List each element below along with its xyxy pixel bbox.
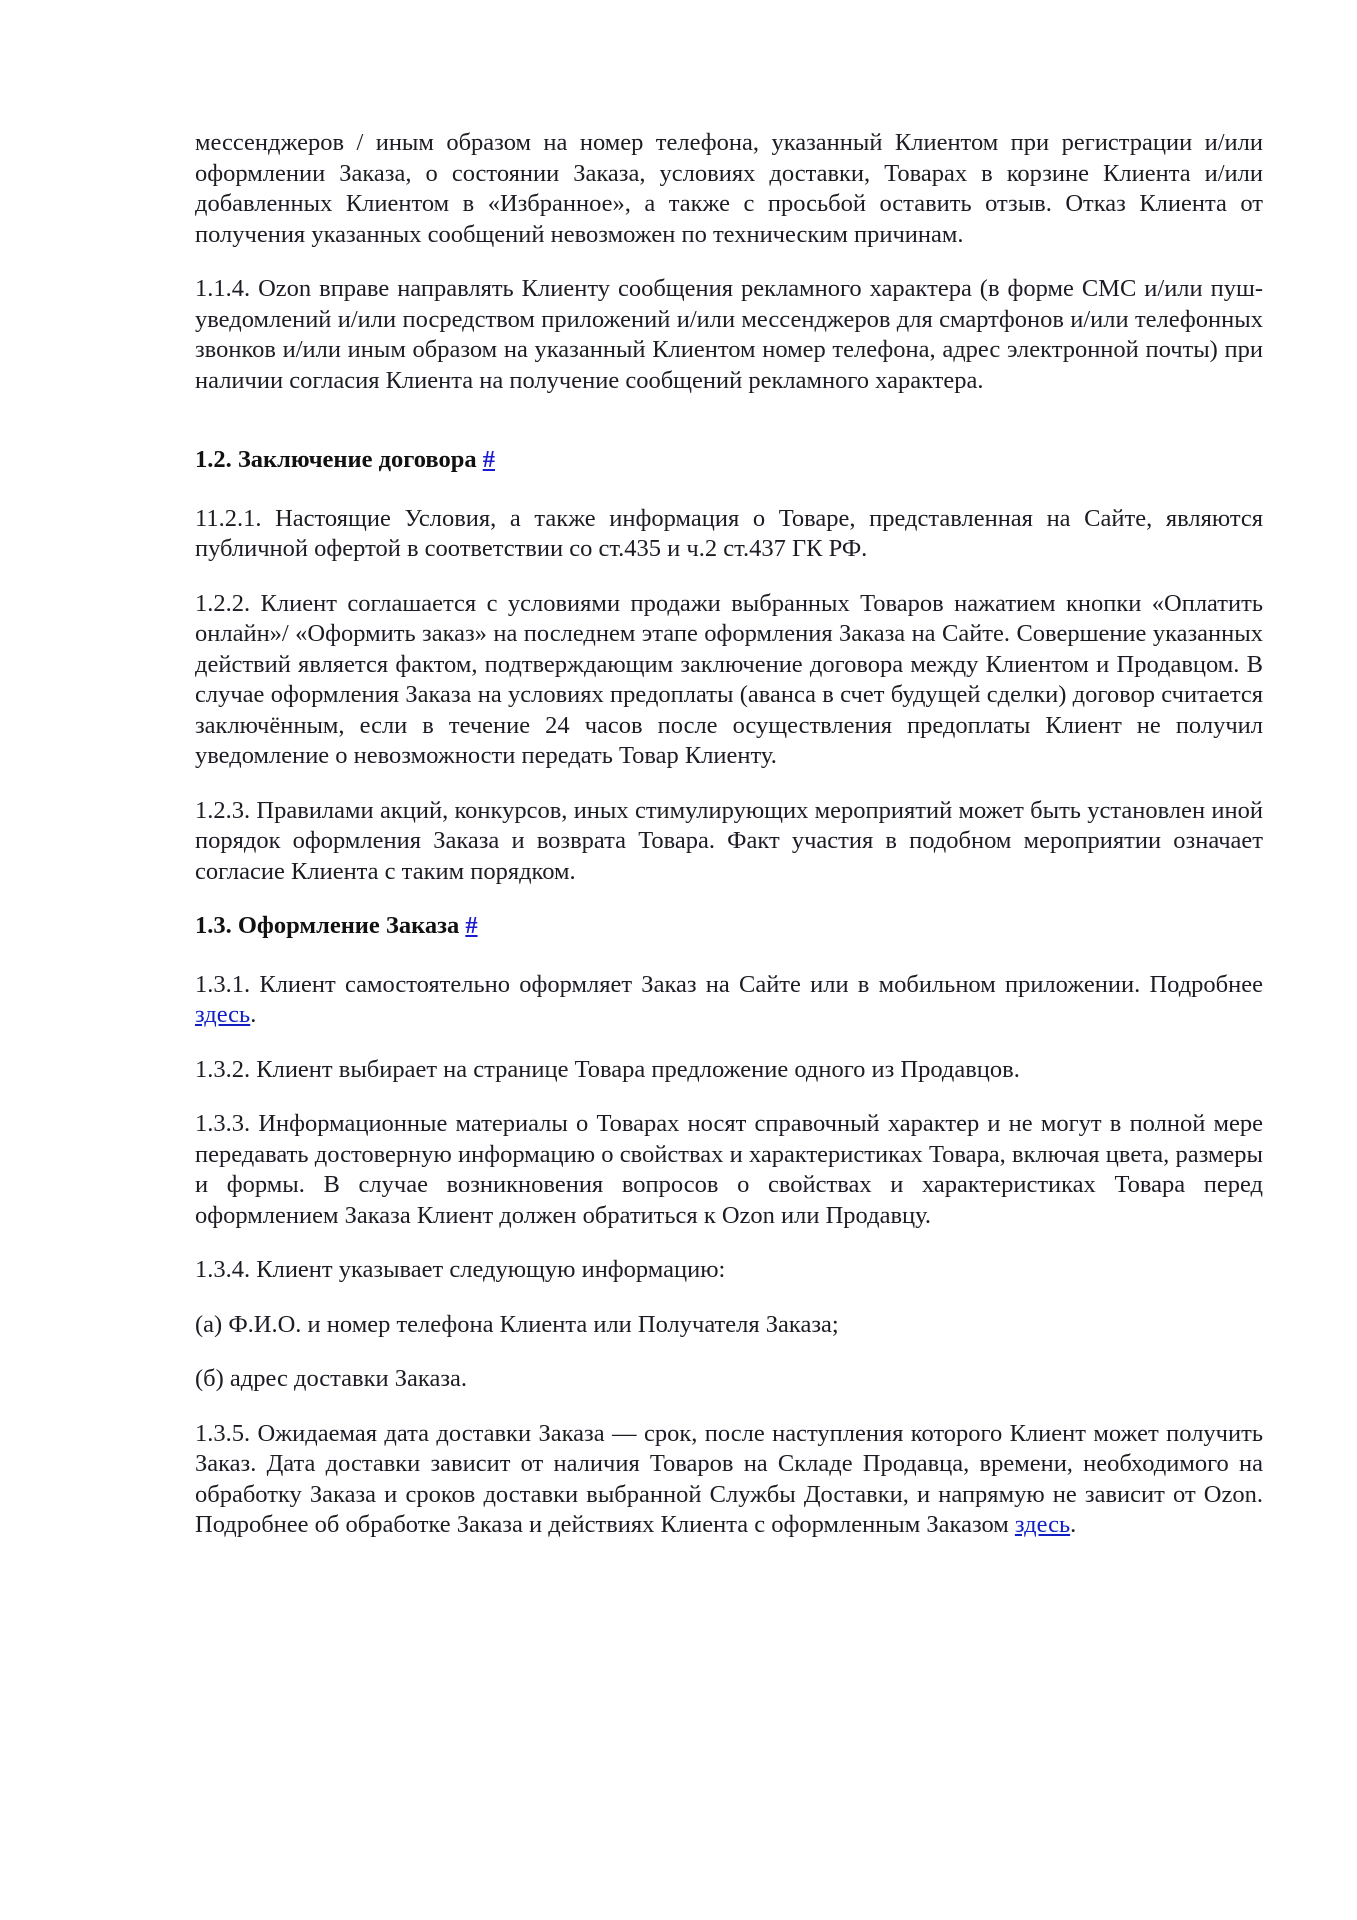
- paragraph-1-3-5: [195, 1419, 1263, 1541]
- section-1-2-anchor-link[interactable]: #: [482, 446, 495, 473]
- paragraph-1-3-1-tail: .: [250, 1001, 257, 1028]
- document-page: [195, 128, 1263, 1565]
- paragraph-1-1-3-continuation: мессенджеров / иным образом на номер телефона, указанный Клиентом при регистрации и/или оформлении Заказа, о состоянии Заказа, условиях доставки, Товарах в корзине Клиента и/или добавленных Клиентом в «Избранное», а также с просьбой оставить отзыв. Отказ Клиента от получения указанных сообщений невозможен по техническим причинам.: [195, 129, 1263, 248]
- paragraph-1-3-2: 1.3.2. Клиент выбирает на странице Товара предложение одного из Продавцов.: [195, 1055, 1020, 1083]
- list-item-b: (б) адрес доставки Заказа.: [195, 1365, 468, 1392]
- paragraph-1-3-3: 1.3.3. Информационные материалы о Товарах носят справочный характер и не могут в полной мере передавать достоверную информацию о свойствах и характеристиках Товара, включая цвета, размеры и формы. В случае возникновения вопросов о свойствах и характеристиках Товара перед оформлением Заказа Клиент должен обратиться к Ozon или Продавцу.: [195, 1110, 1263, 1229]
- paragraph-1-1-4: 1.1.4. Ozon вправе направлять Клиенту сообщения рекламного характера (в форме СМС и/или пуш-уведомлений и/или посредством приложений и/или мессенджеров для смартфонов и/или телефонных звонков и/или иным образом на указанный Клиентом номер телефона, адрес электронной почты) при наличии согласия Клиента на получение сообщений рекламного характера.: [195, 275, 1263, 394]
- section-1-3-anchor-link[interactable]: #: [465, 912, 478, 939]
- paragraph-1-2-3: 1.2.3. Правилами акций, конкурсов, иных стимулирующих мероприятий может быть установлен иной порядок оформления Заказа и возврата Товара. Факт участия в подобном мероприятии означает согласие Клиента с таким порядком.: [195, 796, 1263, 885]
- paragraph-1-3-5-tail: .: [1070, 1511, 1077, 1538]
- paragraph-1-3-1-text: 1.3.1. Клиент самостоятельно оформляет Заказ на Сайте или в мобильном приложении. Подробнее: [195, 970, 1263, 998]
- section-heading-1-3-title: 1.3. Оформление Заказа: [195, 912, 460, 939]
- paragraph-1-2-1: 11.2.1. Настоящие Условия, а также информация о Товаре, представленная на Сайте, являются публичной офертой в соответствии со ст.435 и ч.2 ст.437 ГК РФ.: [195, 504, 1263, 562]
- section-heading-1-3: [195, 911, 1263, 942]
- here-link-order-details[interactable]: здесь: [195, 1001, 251, 1028]
- paragraph-1-2-2: 1.2.2. Клиент соглашается с условиями продажи выбранных Товаров нажатием кнопки «Оплатить онлайн»/ «Оформить заказ» на последнем этапе оформления Заказа на Сайте. Совершение указанных действий является фактом, подтверждающим заключение договора между Клиентом и Продавцом. В случае оформления Заказа на условиях предоплаты (аванса в счет будущей сделки) договор считается заключённым, если в течение 24 часов после осуществления предоплаты Клиент не получил уведомление о невозможности передать Товар Клиенту.: [195, 589, 1263, 769]
- here-link-order-processing[interactable]: здесь: [1014, 1511, 1071, 1538]
- paragraph-1-3-1: [195, 970, 1263, 1031]
- section-heading-1-2-title: 1.2. Заключение договора: [195, 446, 477, 473]
- paragraph-1-3-5-text: 1.3.5. Ожидаемая дата доставки Заказа — срок, после наступления которого Клиент может получить Заказ. Дата доставки зависит от наличия Товаров на Складе Продавца, времени, необходимого на обработку Заказа и сроков доставки выбранной Службы Доставки, и напрямую не зависит от Ozon. Подробнее об обработке Заказа и действиях Клиента с оформленным Заказом: [195, 1419, 1263, 1538]
- paragraph-1-3-4: 1.3.4. Клиент указывает следующую информацию:: [195, 1256, 726, 1283]
- section-heading-1-2: [195, 445, 1263, 476]
- list-item-a: (а) Ф.И.О. и номер телефона Клиента или Получателя Заказа;: [195, 1310, 839, 1338]
